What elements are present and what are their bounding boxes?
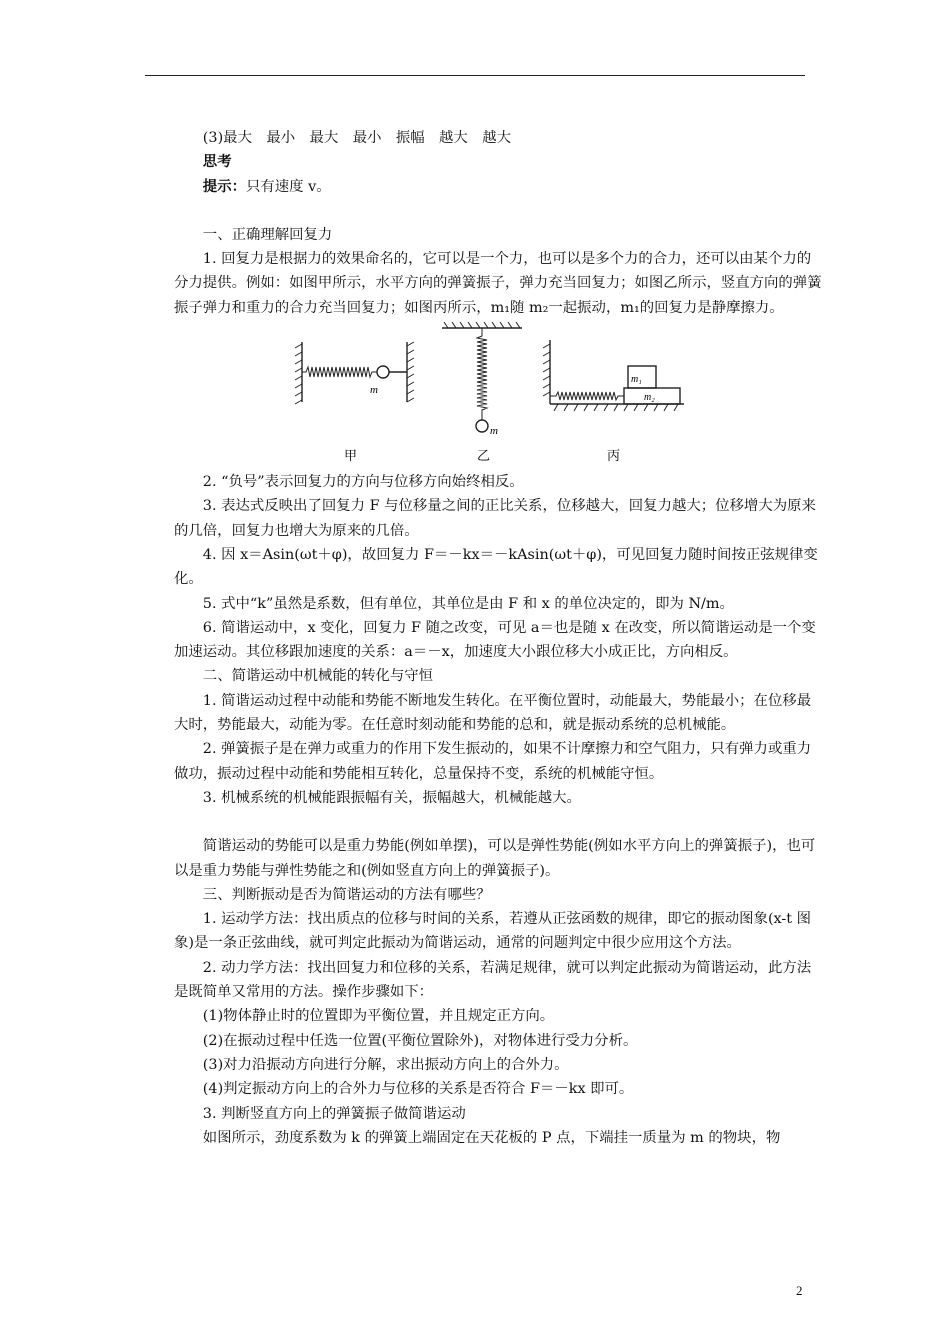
answer-line: (3)最大 最小 最大 最小 振幅 越大 越大: [202, 130, 511, 146]
spring-oscillator-figure: [174, 322, 824, 470]
section-1-para-4: 4. 因 x＝Asin(ωt＋φ)，故回复力 F＝－kx＝－kAsin(ωt＋φ)，可见回复力随时间按正弦规律变化。: [174, 546, 818, 588]
hint-line: [174, 175, 824, 199]
header-rule: [145, 75, 805, 76]
label-bing: 丙: [607, 449, 621, 465]
mass-label-m1: m₁: [631, 374, 642, 386]
section-2-para-2: 2. 弹簧振子是在弹力或重力的作用下发生振动的，如果不计摩擦力和空气阻力，只有弹力或重力做功，振动过程中动能和势能相互转化，总量保持不变，系统的机械能守恒。: [174, 741, 812, 782]
hint-text: 只有速度 v。: [245, 178, 331, 195]
section-3-para-1: 1. 运动学方法：找出质点的位移与时间的关系，若遵从正弦函数的规律，即它的振动图象(x-t 图象)是一条正弦曲线，就可判定此振动为简谐运动，通常的问题判定中很少应用这个方法。: [174, 911, 812, 952]
mass-label-m2: m₂: [644, 392, 655, 404]
section-3-title: 三、判断振动是否为简谐运动的方法有哪些？: [202, 886, 491, 903]
diagram-bing: [543, 340, 684, 411]
diagram-yi: [442, 322, 522, 432]
section-3-para-2: 2. 动力学方法：找出回复力和位移的关系，若满足规律，就可以判定此振动为简谐运动，此方法是既简单又常用的方法。操作步骤如下：: [174, 959, 812, 1001]
diagram-jia: [295, 342, 414, 404]
label-jia: 甲: [344, 449, 358, 465]
section-3-step-2: (2)在振动过程中任选一位置(平衡位置除外)，对物体进行受力分析。: [202, 1032, 638, 1049]
section-1-title: 一、正确理解回复力: [202, 226, 333, 243]
section-3-step-3: (3)对力沿振动方向进行分解，求出振动方向上的合外力。: [202, 1056, 569, 1073]
hint-label: 提示：: [202, 177, 246, 195]
figure-svg: [292, 322, 712, 470]
note-paragraph: 简谐运动的势能可以是重力势能(例如单摆)，可以是弹性势能(例如水平方向上的弹簧振子)，也可以是重力势能与弹性势能之和(例如竖直方向上的弹簧振子)。: [174, 838, 816, 879]
section-1-para-6: 6. 简谐运动中，x 变化，回复力 F 随之改变，可见 a＝也是随 x 在改变，所以简谐运动是一个变加速运动。其位移跟加速度的关系：a＝－x，加速度大小跟位移大小成正比，方向相反。: [174, 619, 816, 661]
section-3-step-1: (1)物体静止时的位置即为平衡位置，并且规定正方向。: [202, 1008, 555, 1025]
section-2-para-1: 1. 简谐运动过程中动能和势能不断地发生转化。在平衡位置时，动能最大，势能最小；在位移最大时，势能最大，动能为零。在任意时刻动能和势能的总和，就是振动系统的总机械能。: [174, 692, 812, 734]
section-3-para-3: 3. 判断竖直方向上的弹簧振子做简谐运动: [202, 1105, 466, 1122]
section-1-para-1: 1. 回复力是根据力的效果命名的，它可以是一个力，也可以是多个力的合力，还可以由某个力的分力提供。例如：如图甲所示，水平方向的弹簧振子，弹力充当回复力；如图乙所示，竖直方向的弹簧振子弹力和重力的合力充当回复力；如图丙所示，m₁随 m₂一起振动，m₁的回复力是静摩擦力。: [174, 251, 822, 316]
mass-label-yi: m: [490, 425, 498, 438]
document-body: [174, 126, 824, 1150]
section-3-step-4: (4)判定振动方向上的合外力与位移的关系是否符合 F＝－kx 即可。: [202, 1081, 634, 1098]
think-heading: 思考: [202, 153, 232, 171]
page-number: 2: [796, 1283, 803, 1298]
section-1-para-2: 2. “负号”表示回复力的方向与位移方向始终相反。: [202, 474, 524, 491]
section-3-para-4: 如图所示，劲度系数为 k 的弹簧上端固定在天花板的 P 点，下端挂一质量为 m 的物块，物: [202, 1129, 781, 1146]
section-2-para-3: 3. 机械系统的机械能跟振幅有关，振幅越大，机械能越大。: [202, 789, 581, 806]
section-1-para-3: 3. 表达式反映出了回复力 F 与位移量之间的正比关系，位移越大，回复力越大；位移增大为原来的几倍，回复力也增大为原来的几倍。: [174, 498, 816, 539]
section-2-title: 二、简谐运动中机械能的转化与守恒: [202, 668, 434, 685]
label-yi: 乙: [477, 449, 491, 465]
section-1-para-5: 5. 式中“k”虽然是系数，但有单位，其单位是由 F 和 x 的单位决定的，即为 N/m。: [202, 595, 734, 612]
mass-label-jia: m: [370, 384, 378, 397]
